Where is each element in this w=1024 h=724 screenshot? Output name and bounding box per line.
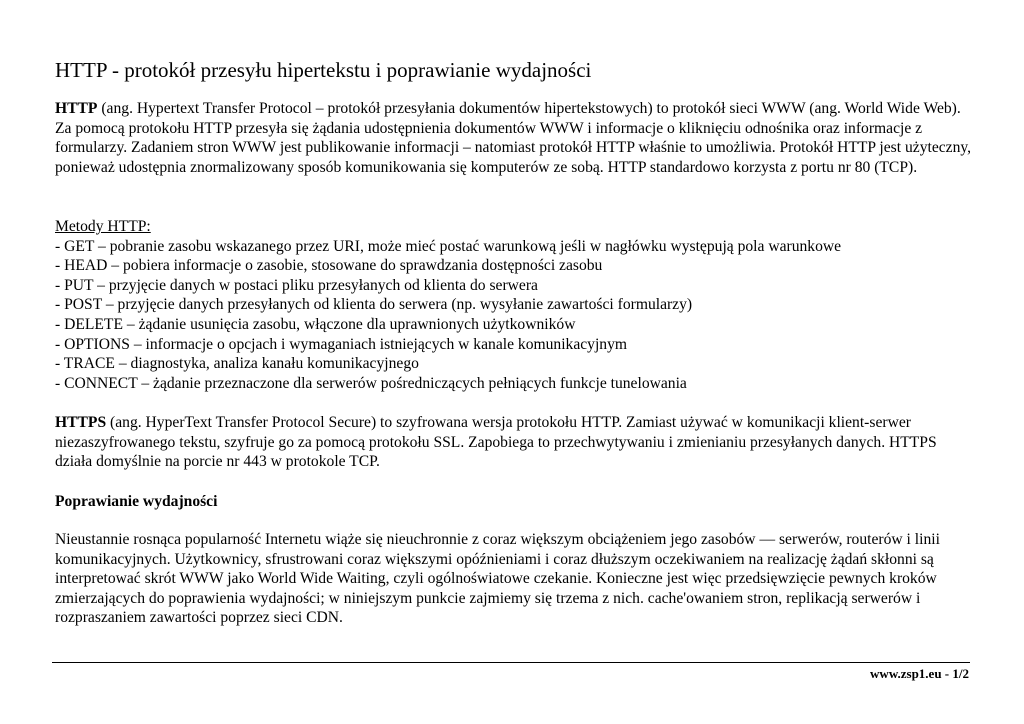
methods-heading: Metody HTTP: [55,218,151,235]
footer-page-label: www.zsp1.eu - 1/2 [870,666,969,681]
method-delete: - DELETE – żądanie usunięcia zasobu, włączone dla uprawnionych użytkowników [55,315,576,333]
http-description: (ang. Hypertext Transfer Protocol – protokół przesyłania dokumentów hipertekstowych) to protokół sieci WWW (ang. World Wide Web). Za pomocą protokołu HTTP przesyła się żądania udostępnienia dokumentów WWW i informacje o kliknięciu odnośnika oraz informacje z formularzy. Zadaniem stron WWW jest publikowanie informacji – natomiast protokół HTTP właśnie to umożliwia. Protokół HTTP jest użyteczny, ponieważ udostępnia znormalizowany sposób komunikowania się komputerów ze sobą. HTTP standardowo korzysta z portu nr 80 (TCP). [55,100,972,176]
http-paragraph [55,99,973,177]
method-options: - OPTIONS – informacje o opcjach i wymaganiach istniejących w kanale komunikacyjnym [55,335,628,353]
method-trace: - TRACE – diagnostyka, analiza kanału komunikacyjnego [55,355,419,373]
method-head: - HEAD – pobiera informacje o zasobie, stosowane do sprawdzania dostępności zasobu [55,257,603,275]
performance-heading: Poprawianie wydajności [55,493,218,510]
method-connect: - CONNECT – żądanie przeznaczone dla serwerów pośredniczących pełniących funkcje tunelowania [55,374,687,392]
https-term: HTTPS [55,414,107,431]
document-title: HTTP - protokół przesyłu hipertekstu i poprawianie wydajności [55,58,592,82]
method-get: - GET – pobranie zasobu wskazanego przez URI, może mieć postać warunkową jeśli w nagłówku występują pola warunkowe [55,237,842,255]
performance-paragraph: Nieustannie rosnąca popularność Internetu wiąże się nieuchronnie z coraz większym obciążeniem jego zasobów — serwerów, routerów i linii komunikacyjnych. Użytkownicy, sfrustrowani coraz większymi opóźnieniami i coraz dłuższym oczekiwaniem na realizację żądań skłonni są interpretować skrót WWW jako World Wide Waiting, czyli ogólnoświatowe czekanie. Konieczne jest więc przedsięwzięcie pewnych kroków zmierzających do poprawienia wydajności; w niniejszym punkcie zajmiemy się trzema z nich. cache'owaniem stron, replikacją serwerów i rozpraszaniem zawartości poprzez sieci CDN. [55,531,940,627]
https-paragraph [55,413,973,472]
http-term: HTTP [55,100,98,117]
footer-divider [52,662,970,663]
method-post: - POST – przyjęcie danych przesyłanych od klienta do serwera (np. wysyłanie zawartości formularzy) [55,296,693,314]
method-put: - PUT – przyjęcie danych w postaci pliku przesyłanych od klienta do serwera [55,276,538,294]
https-description: (ang. HyperText Transfer Protocol Secure) to szyfrowana wersja protokołu HTTP. Zamiast używać w komunikacji klient-serwer niezaszyfrowanego tekstu, szyfruje go za pomocą protokołu SSL. Zapobiega to przechwytywaniu i zmienianiu przesyłanych danych. HTTPS działa domyślnie na porcie nr 443 w protokole TCP. [55,414,937,471]
methods-section [55,217,973,393]
